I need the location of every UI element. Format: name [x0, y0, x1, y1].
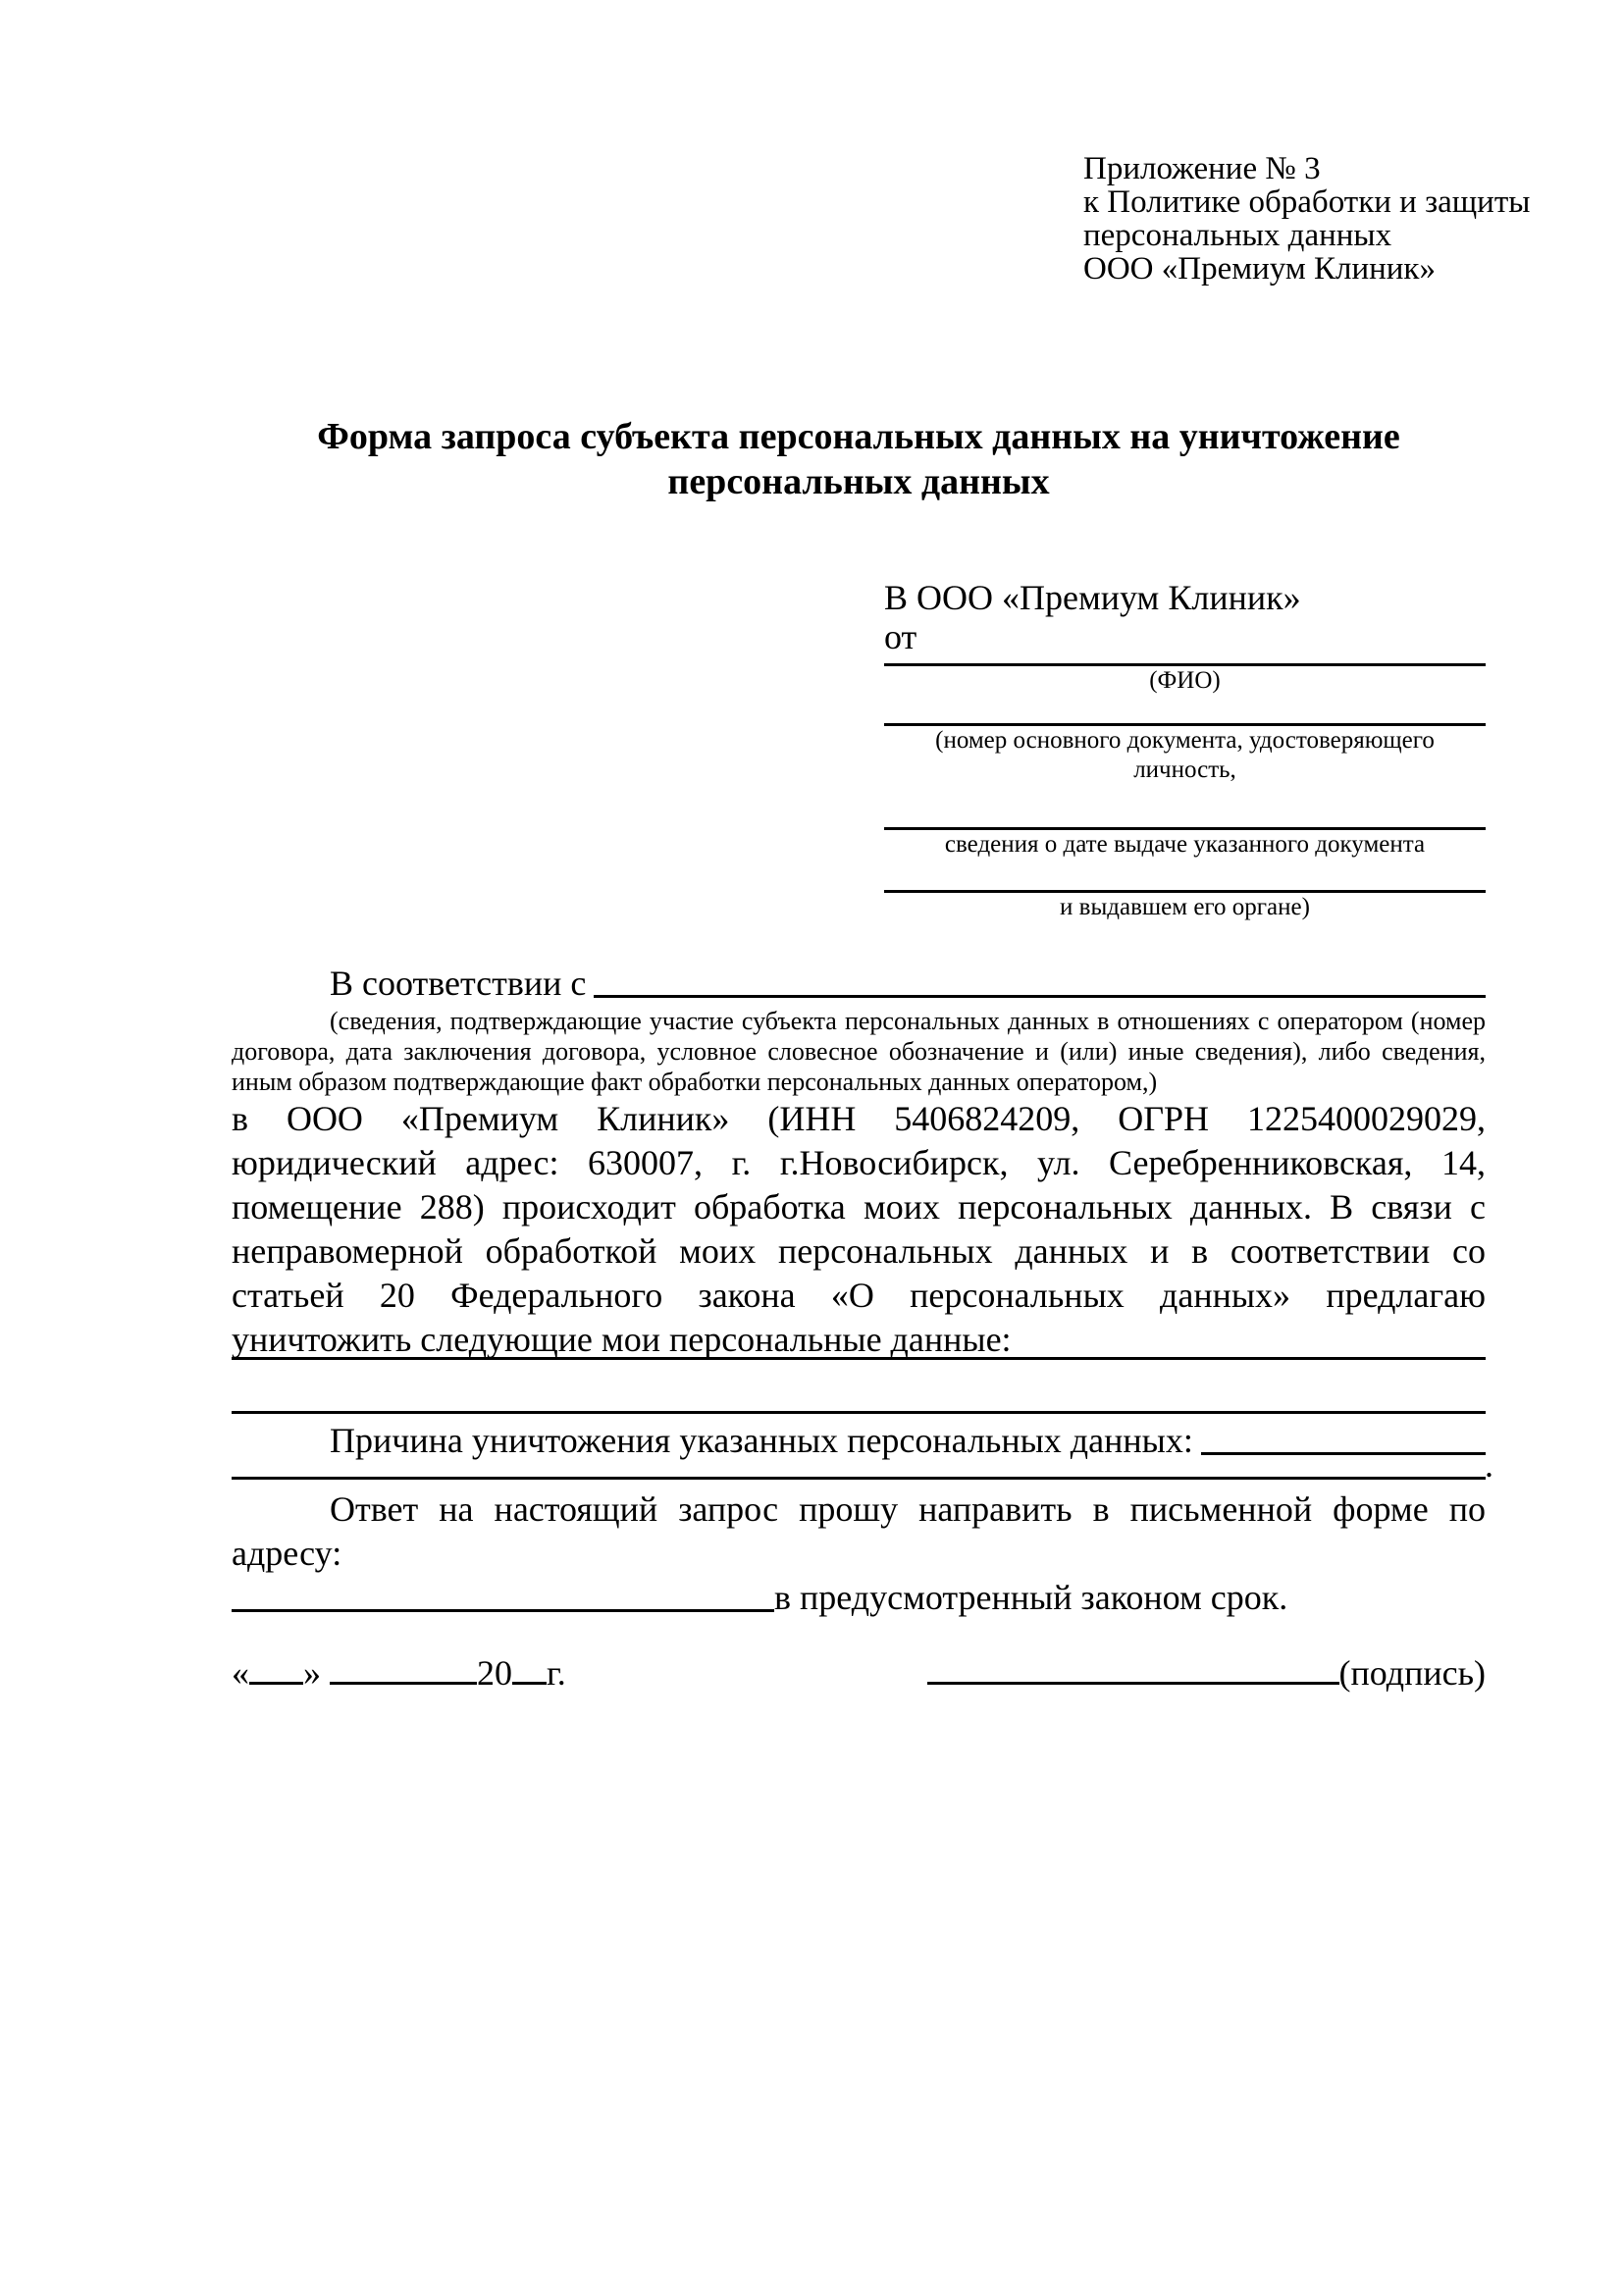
reason-label: Причина уничтожения указанных персональных данных:	[330, 1421, 1193, 1460]
addressee-organization: В ООО «Премиум Клиник»	[884, 578, 1301, 617]
signature-fill-line	[927, 1682, 1339, 1685]
according-label: В соответствии с	[330, 964, 587, 1003]
address-row	[232, 1576, 1486, 1620]
issuing-authority-caption: и выдавшем его органе)	[1060, 894, 1310, 920]
address-fill-line	[232, 1609, 774, 1612]
according-fill-line	[594, 995, 1486, 998]
date-close-quote: »	[303, 1653, 321, 1693]
date-day-fill-line	[249, 1682, 303, 1685]
addressee-block	[884, 574, 1486, 922]
fio-caption: (ФИО)	[1149, 667, 1221, 694]
date-signature-row	[232, 1651, 1486, 1696]
appendix-line: к Политике обработки и защиты	[1083, 184, 1531, 220]
personal-data-fill-line-2	[232, 1411, 1486, 1414]
line-terminator: .	[1485, 1445, 1493, 1485]
appendix-line: Приложение № 3	[1083, 151, 1321, 186]
date-year-fill-line	[512, 1682, 547, 1685]
signature-caption: (подпись)	[1338, 1653, 1486, 1693]
main-paragraph: в ООО «Премиум Клиник» (ИНН 5406824209, ОГРН 1225400029029, юридический адрес: 630007, г. г.Новосибирск, ул. Серебренниковская, 14, помещение 288) происходит обработка моих персональных данных. В связи с неправомерной обработкой моих персональных данных и в соответствии со статьей 20 Федерального закона «О персональных данных» предлагаю уничтожить следующие мои персональные данные:	[232, 1099, 1486, 1359]
response-tail: в предусмотренный законом срок.	[774, 1578, 1288, 1617]
appendix-header	[1083, 151, 1531, 287]
appendix-line: ООО «Премиум Клиник»	[1083, 251, 1436, 287]
according-row	[232, 962, 1486, 1006]
appendix-line: персональных данных	[1083, 218, 1392, 253]
date-month-fill-line	[330, 1682, 477, 1685]
reason-fill-line	[1201, 1452, 1486, 1455]
reason-row	[232, 1419, 1486, 1463]
issue-date-caption: сведения о дате выдаче указанного документа	[944, 831, 1426, 858]
id-document-caption: (номер основного документа, удостоверяющего личность,	[935, 727, 1435, 783]
date-open-quote: «	[232, 1653, 249, 1693]
date-year-prefix: 20	[477, 1653, 512, 1693]
signature-field	[927, 1651, 1486, 1696]
date-field	[232, 1651, 566, 1696]
explanatory-note: (сведения, подтверждающие участие субъекта персональных данных в отношениях с оператором (номер договора, дата заключения договора, условное словесное обозначение и (или) иные сведения), либо сведения, иным образом подтверждающие факт обработки персональных данных оператором,)	[232, 1007, 1486, 1096]
response-paragraph: Ответ на настоящий запрос прошу направить в письменной форме по адресу:	[232, 1489, 1486, 1573]
addressee-from-label: от	[884, 617, 917, 656]
date-year-suffix: г.	[547, 1653, 566, 1693]
reason-fill-line-2	[232, 1445, 1493, 1485]
document-title: Форма запроса субъекта персональных данных на уничтожение персональных данных	[317, 416, 1400, 502]
